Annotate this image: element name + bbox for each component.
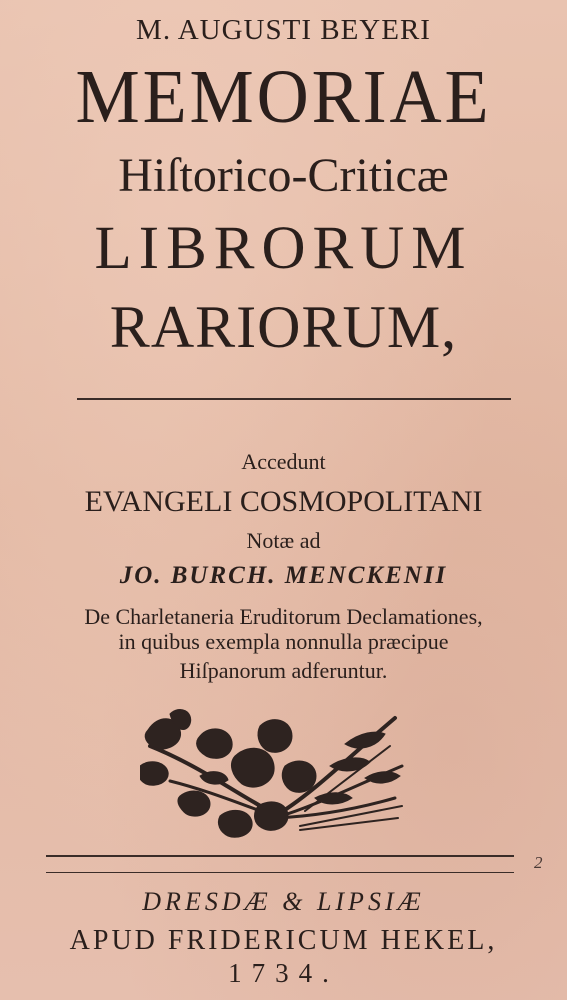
handwritten-margin-mark: 2 [534,853,543,872]
divider-rule [77,398,511,400]
imprint-place: DRESDÆ & LIPSIÆ [142,887,425,916]
bottom-rule-thin [46,872,514,873]
author-line: M. AUGUSTI BEYERI [136,14,431,46]
floral-printers-ornament-icon [140,706,410,841]
description-line-2: in quibus exempla nonnulla præcipue [118,629,449,654]
title-historico-criticae: Hiſtorico-Criticæ [118,149,449,202]
evangeli-line: EVANGELI COSMOPOLITANI [84,485,483,518]
title-librorum: LIBRORUM [94,215,473,282]
title-rariorum: RARIORUM, [109,294,458,360]
imprint-publisher: APUD FRIDERICUM HEKEL, [69,925,498,956]
imprint-year: 1734. [228,958,339,988]
bottom-rule-thick [46,855,514,857]
description-line-3: Hiſpanorum adferuntur. [179,658,388,683]
title-memoriae: MEMORIAE [75,55,492,139]
notae-line: Notæ ad [246,528,321,553]
menckenii-line: JO. BURCH. MENCKENII [119,562,448,589]
accedunt-line: Accedunt [241,449,326,474]
description-line-1: De Charletaneria Eruditorum Declamationes, [84,604,483,629]
